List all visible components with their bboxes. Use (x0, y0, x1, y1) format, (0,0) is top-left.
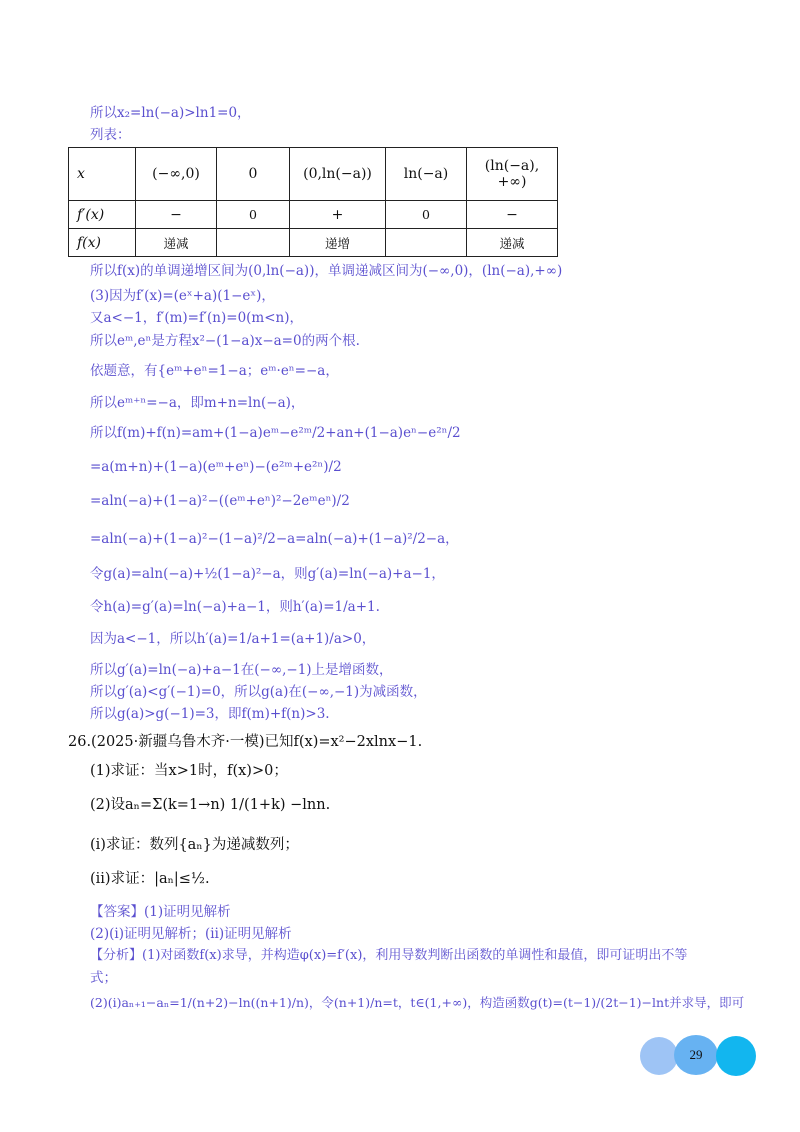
page-number-badge (640, 1035, 760, 1075)
badge-circle (716, 1036, 756, 1076)
solution-line: 令h(a)=g′(a)=ln(−a)+a−1，则h′(a)=1/a+1. (90, 599, 380, 615)
table-cell: 0 (386, 201, 467, 229)
table-cell (386, 229, 467, 257)
table-cell: 0 (217, 201, 290, 229)
solution-line: 所以g′(a)=ln(−a)+a−1在(−∞,−1)上是增函数， (90, 662, 393, 678)
badge-circle (640, 1037, 678, 1075)
table-cell: 递减 (136, 229, 217, 257)
table-cell: 递增 (290, 229, 386, 257)
table-cell: + (290, 201, 386, 229)
solution-line: =aln(−a)+(1−a)²−((eᵐ+eⁿ)²−2eᵐeⁿ)/2 (90, 493, 350, 509)
table-cell: f(x) (69, 229, 136, 257)
solution-line: 所以f(m)+f(n)=am+(1−a)eᵐ−e²ᵐ/2+an+(1−a)eⁿ−e²ⁿ/2 (90, 425, 461, 441)
table-cell: (0,ln(−a)) (290, 148, 386, 201)
solution-line: 所以eᵐ⁺ⁿ=−a，即m+n=ln(−a)， (90, 395, 305, 411)
problem-part: (ⅱ)求证：|aₙ|≤½. (90, 871, 210, 887)
problem-part: (ⅰ)求证：数列{aₙ}为递减数列； (90, 837, 299, 853)
solution-line: 因为a<−1，所以h′(a)=1/a+1=(a+1)/a>0， (90, 631, 376, 647)
solution-line: 所以g′(a)<g′(−1)=0，所以g(a)在(−∞,−1)为减函数， (90, 684, 427, 700)
table-cell: 0 (217, 148, 290, 201)
table-cell-line: (ln(−a), (484, 158, 540, 174)
answer-line: 【答案】(1)证明见解析 (90, 904, 231, 920)
table-cell: x (69, 148, 136, 201)
table-cell: − (136, 201, 217, 229)
table-cell (217, 229, 290, 257)
analysis-line: 式； (90, 970, 117, 986)
solution-line: (3)因为f′(x)=(eˣ+a)(1−eˣ)， (90, 288, 275, 304)
page-number: 29 (689, 1047, 703, 1062)
analysis-line: 【分析】(1)对函数f(x)求导，并构造φ(x)=f′(x)，利用导数判断出函数的单调性和最值，即可证明出不等 (90, 948, 688, 963)
answer-line: (2)(ⅰ)证明见解析；(ⅱ)证明见解析 (90, 926, 292, 942)
solution-line: 所以f(x)的单调递增区间为(0,ln(−a))，单调递减区间为(−∞,0)，(ln(−a),+∞) (90, 263, 563, 279)
table-cell: (−∞,0) (136, 148, 217, 201)
variation-table (68, 147, 558, 257)
analysis-line: (2)(ⅰ)aₙ₊₁−aₙ=1/(n+2)−ln((n+1)/n)，令(n+1)/n=t，t∈(1,+∞)，构造函数g(t)=(t−1)/(2t−1)−lnt并求导，即可 (90, 995, 745, 1010)
problem-part: (2)设aₙ=Σ(k=1→n) 1/(1+k) −lnn. (90, 797, 331, 813)
table-cell: 递减 (467, 229, 558, 257)
solution-line: 列表： (90, 127, 131, 143)
solution-line: 依题意，有{eᵐ+eⁿ=1−a；eᵐ·eⁿ=−a， (90, 363, 339, 379)
table-cell: ln(−a) (386, 148, 467, 201)
table-cell: − (467, 201, 558, 229)
table-cell-line: +∞) (497, 174, 527, 190)
problem-part: (1)求证：当x>1时，f(x)>0； (90, 763, 288, 779)
table-cell (467, 148, 558, 201)
solution-line: 所以eᵐ,eⁿ是方程x²−(1−a)x−a=0的两个根. (90, 333, 360, 349)
solution-line: 又a<−1，f′(m)=f′(n)=0(m<n)， (90, 310, 304, 326)
solution-line: =a(m+n)+(1−a)(eᵐ+eⁿ)−(e²ᵐ+e²ⁿ)/2 (90, 459, 342, 475)
table-cell: f′(x) (69, 201, 136, 229)
solution-line: 所以g(a)>g(−1)=3，即f(m)+f(n)>3. (90, 706, 330, 722)
solution-line: 令g(a)=aln(−a)+½(1−a)²−a，则g′(a)=ln(−a)+a−1， (90, 566, 445, 582)
problem-stem: 26.(2025·新疆乌鲁木齐·一模)已知f(x)=x²−2xlnx−1. (68, 734, 423, 750)
solution-line: =aln(−a)+(1−a)²−(1−a)²/2−a=aln(−a)+(1−a)²/2−a， (90, 531, 459, 547)
solution-line: 所以x₂=ln(−a)>ln1=0， (90, 105, 251, 121)
